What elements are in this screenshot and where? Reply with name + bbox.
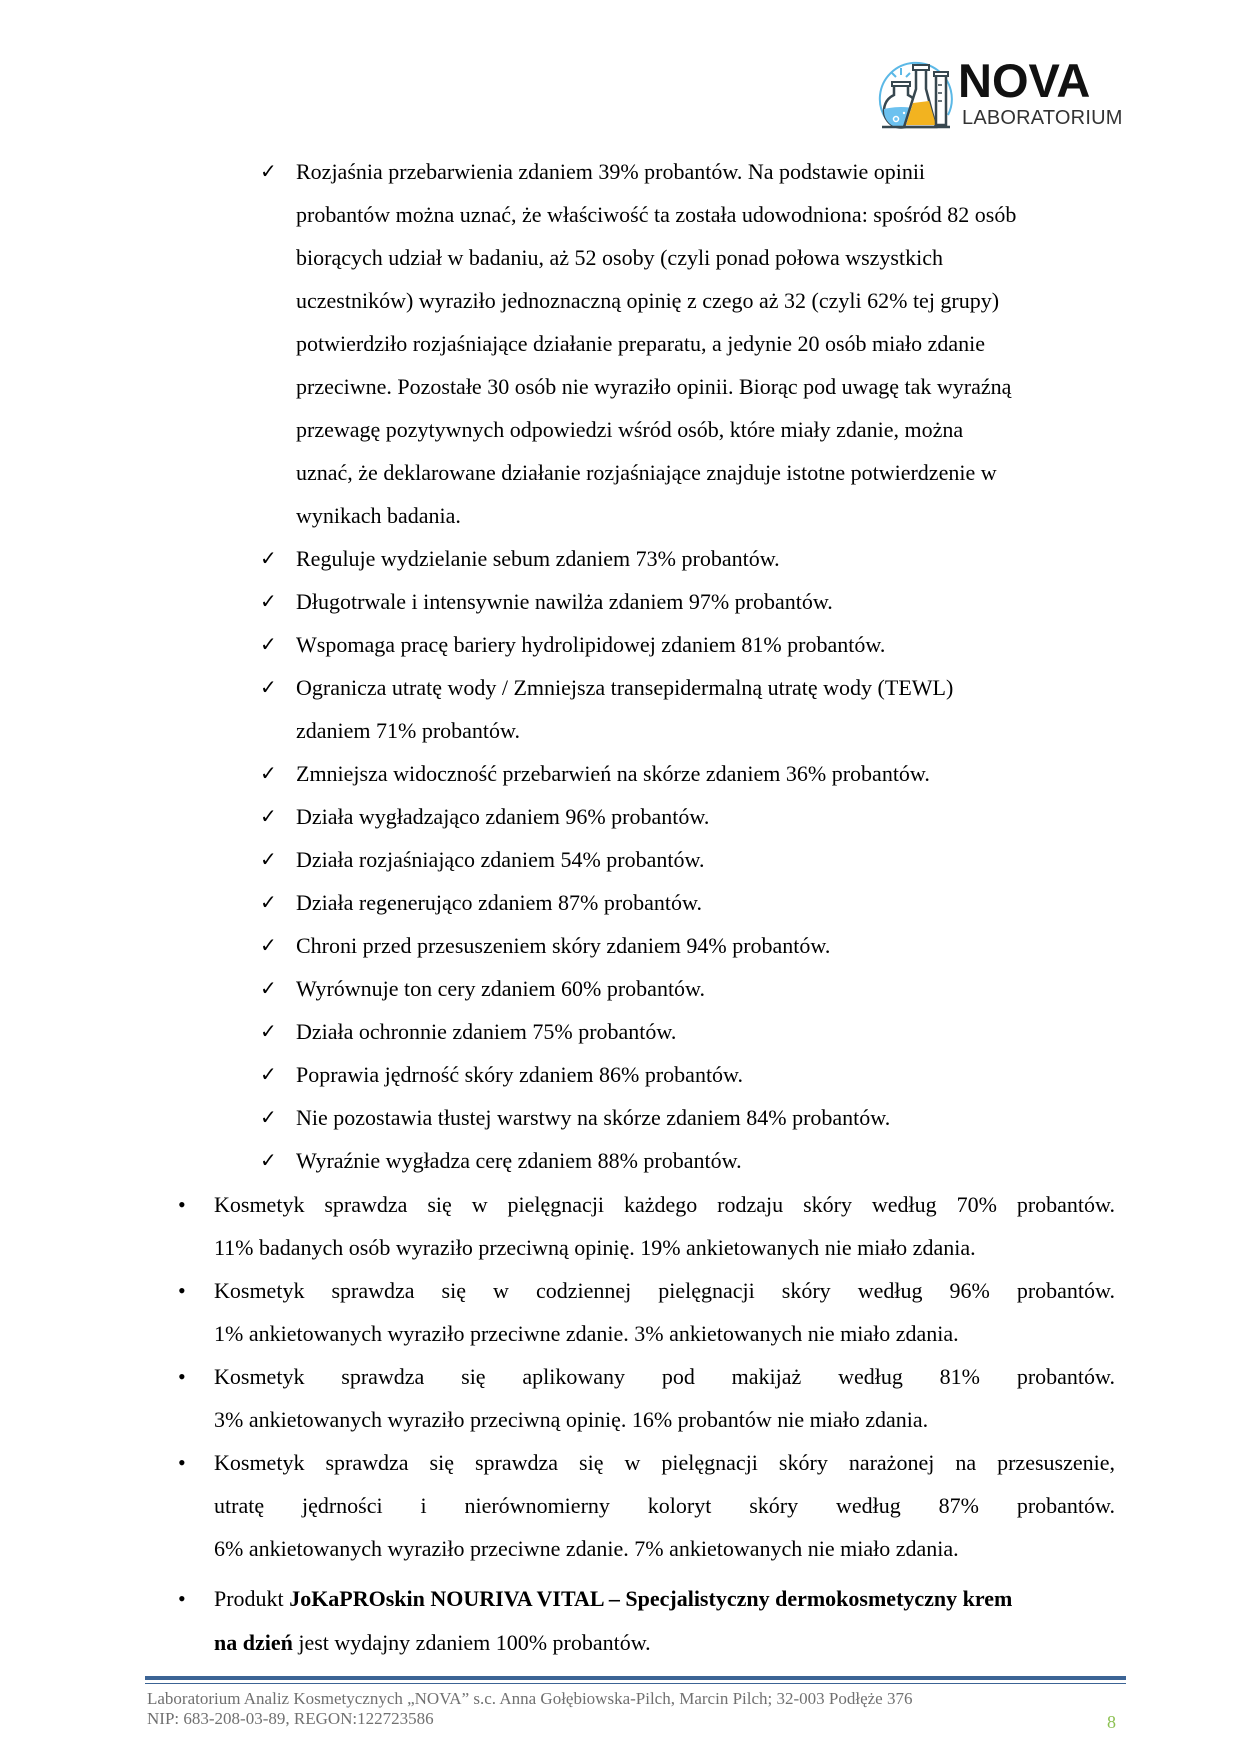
footer-divider-thin [145,1683,1126,1684]
checklist-item-text: Wyraźnie wygładza cerę zdaniem 88% probantów. [296,1148,742,1173]
check-mark-icon: ✓ [260,1064,277,1086]
bullet-item-text: 6% ankietowanych wyraziło przeciwne zdanie. 7% ankietowanych nie miało zdania. [214,1536,959,1561]
checklist-item-text: wynikach badania. [296,503,461,528]
checklist-item-text: Długotrwale i intensywnie nawilża zdaniem 97% probantów. [296,589,833,614]
checklist-item-text: uczestników) wyraziło jednoznaczną opinię z czego aż 32 (czyli 62% tej grupy) [296,288,1000,313]
bullet-icon: • [178,1586,186,1611]
checklist-item-text: Wspomaga pracę bariery hydrolipidowej zdaniem 81% probantów. [296,632,886,657]
checklist-item-text: Chroni przed przesuszeniem skóry zdaniem 94% probantów. [296,933,831,958]
bullet-icon: • [178,1192,186,1217]
check-mark-icon: ✓ [260,978,277,1000]
check-mark-icon: ✓ [260,849,277,871]
checklist-item-text: uznać, że deklarowane działanie rozjaśniające znajduje istotne potwierdzenie w [296,460,997,485]
checklist-item-text: Działa ochronnie zdaniem 75% probantów. [296,1019,677,1044]
check-mark-icon: ✓ [260,634,277,656]
checklist-item-text: Rozjaśnia przebarwienia zdaniem 39% probantów. Na podstawie opinii [296,159,926,184]
check-mark-icon: ✓ [260,806,277,828]
checklist-item-text: Wyrównuje ton cery zdaniem 60% probantów. [296,976,706,1001]
check-mark-icon: ✓ [260,763,277,785]
checklist-item-text: Działa wygładzająco zdaniem 96% probantów. [296,804,710,829]
bullet-item-text [214,1586,1012,1612]
bullet-icon: • [178,1450,186,1475]
checklist-item-text: biorących udział w badaniu, aż 52 osoby (czyli ponad połowa wszystkich [296,245,943,270]
check-mark-icon: ✓ [260,548,277,570]
product-name-continued: na dzień [214,1630,293,1655]
check-mark-icon: ✓ [260,591,277,613]
bullet-icon: • [178,1278,186,1303]
checklist-item-text: zdaniem 71% probantów. [296,718,521,743]
bullet-item-text: 3% ankietowanych wyraziło przeciwną opinię. 16% probantów nie miało zdania. [214,1407,929,1432]
checklist-item-text: Zmniejsza widoczność przebarwień na skórze zdaniem 36% probantów. [296,761,930,786]
bullet-item-text: Kosmetyk sprawdza się sprawdza się w pielęgnacji skóry narażonej na przesuszenie, [214,1450,1115,1475]
product-suffix: jest wydajny zdaniem 100% probantów. [292,1630,651,1655]
bullet-item-text [214,1630,651,1656]
checklist-item-text: Ogranicza utratę wody / Zmniejsza transepidermalną utratę wody (TEWL) [296,675,954,700]
footer-divider [145,1676,1126,1680]
checklist-item-text: przeciwne. Pozostałe 30 osób nie wyraziło opinii. Biorąc pod uwagę tak wyraźną [296,374,1012,399]
check-mark-icon: ✓ [260,892,277,914]
check-mark-icon: ✓ [260,1150,277,1172]
checklist-item-text: Poprawia jędrność skóry zdaniem 86% probantów. [296,1062,744,1087]
check-mark-icon: ✓ [260,677,277,699]
product-prefix: Produkt [214,1586,290,1611]
logo-subtitle: LABORATORIUM [962,107,1123,129]
footer-tax-ids: NIP: 683-208-03-89, REGON:122723586 [147,1709,434,1728]
check-mark-icon: ✓ [260,161,277,183]
bullet-icon: • [178,1364,186,1389]
check-mark-icon: ✓ [260,1107,277,1129]
bullet-item-text: Kosmetyk sprawdza się aplikowany pod makijaż według 81% probantów. [214,1364,1115,1389]
bullet-item-text: utratę jędrności i nierównomierny koloryt skóry według 87% probantów. [214,1493,1115,1518]
check-mark-icon: ✓ [260,935,277,957]
page-number: 8 [1107,1712,1116,1732]
nova-laboratorium-logo [874,54,1123,135]
logo-title: NOVA [958,54,1091,107]
product-name: JoKaPROskin NOURIVA VITAL – Specjalistyczny dermokosmetyczny krem [289,1586,1013,1611]
checklist-item-text: Działa regenerująco zdaniem 87% probantów. [296,890,703,915]
bullet-item-text: 11% badanych osób wyraziło przeciwną opinię. 19% ankietowanych nie miało zdania. [214,1235,976,1260]
checklist-item-text: Reguluje wydzielanie sebum zdaniem 73% probantów. [296,546,780,571]
bullet-item-text: Kosmetyk sprawdza się w pielęgnacji każdego rodzaju skóry według 70% probantów. [214,1192,1115,1217]
checklist-item-text: probantów można uznać, że właściwość ta została udowodniona: spośród 82 osób [296,202,1017,227]
lab-flasks-icon [874,55,954,135]
checklist-item-text: przewagę pozytywnych odpowiedzi wśród osób, które miały zdanie, można [296,417,964,442]
checklist-item-text: potwierdziło rozjaśniające działanie preparatu, a jedynie 20 osób miało zdanie [296,331,986,356]
check-mark-icon: ✓ [260,1021,277,1043]
bullet-item-text: 1% ankietowanych wyraziło przeciwne zdanie. 3% ankietowanych nie miało zdania. [214,1321,959,1346]
footer-company-address: Laboratorium Analiz Kosmetycznych „NOVA” s.c. Anna Gołębiowska-Pilch, Marcin Pilch; 32-003 Podłęże 376 [147,1689,913,1708]
checklist-item-text: Nie pozostawia tłustej warstwy na skórze zdaniem 84% probantów. [296,1105,891,1130]
checklist-item-text: Działa rozjaśniająco zdaniem 54% probantów. [296,847,705,872]
bullet-item-text: Kosmetyk sprawdza się w codziennej pielęgnacji skóry według 96% probantów. [214,1278,1115,1303]
